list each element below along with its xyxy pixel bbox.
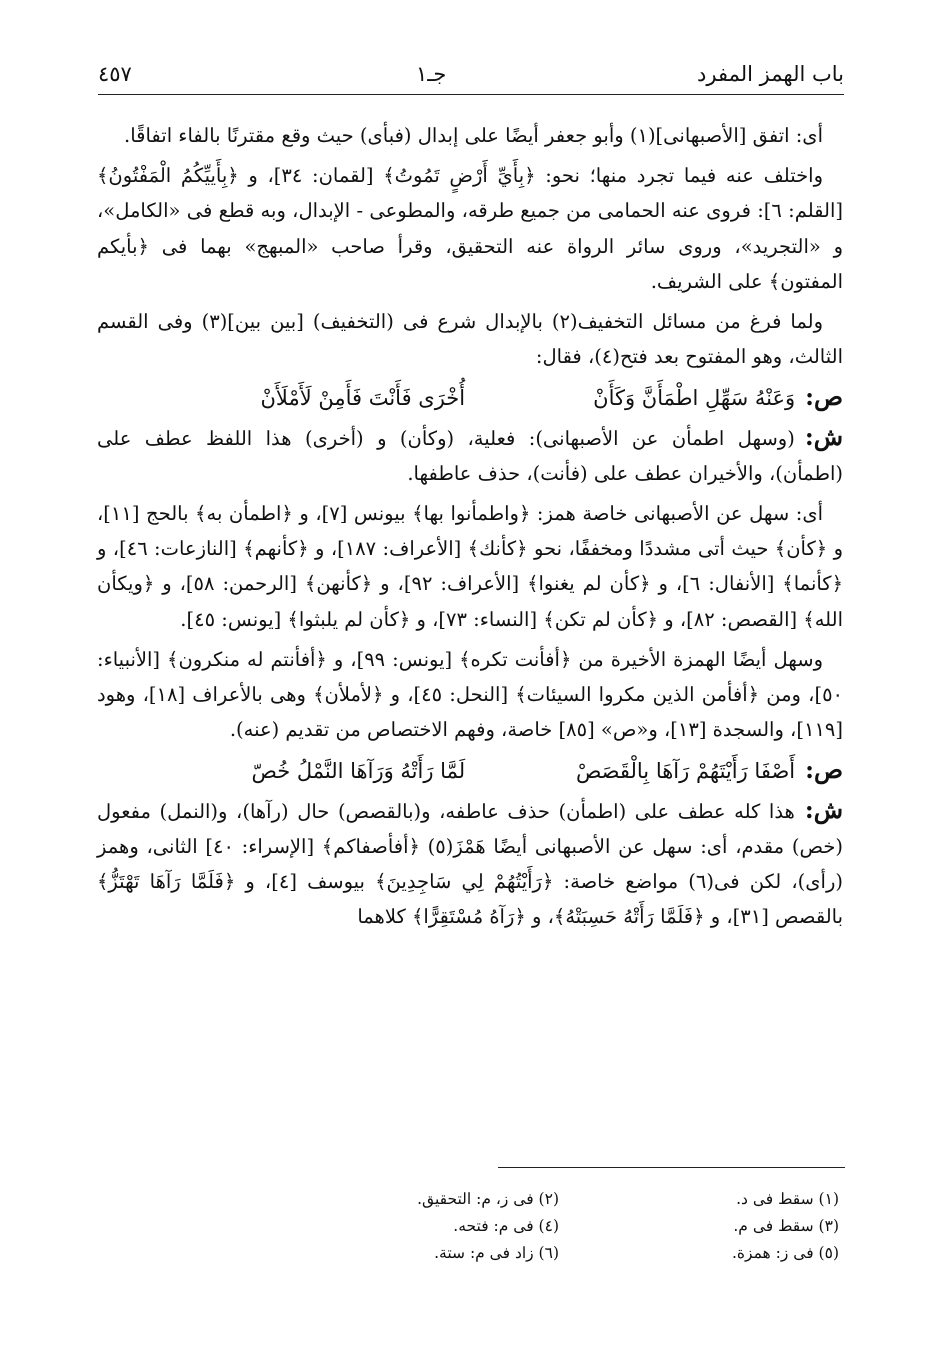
verse-label: ص: [805, 755, 843, 785]
commentary-2 [97, 792, 843, 935]
verse-hemistich-2: أُخْرَى فَأَنْتَ فَأَمِنْ لَأَمْلَأَنْ [260, 386, 466, 411]
main-text [97, 118, 843, 939]
volume-label: جـ١ [416, 62, 447, 86]
paragraph-4: أى: سهل عن الأصبهانى خاصة همز: ﴿واطمأنوا بها﴾ بيونس [٧]، و ﴿اطمأن به﴾ بالحج [١١]، و ﴿كأن﴾ حيث أتى مشددًا ومخففًا، نحو ﴿كأنك﴾ [الأعراف: ١٨٧]، و ﴿كأنهم﴾ [النازعات: ٤٦]، و ﴿كأنما﴾ [الأنفال: ٦]، و ﴿كأن لم يغنوا﴾ [الأعراف: ٩٢]، و ﴿كأنهن﴾ [الرحمن: ٥٨]، و ﴿ويكأن الله﴾ [القصص: ٨٢]، و ﴿كأن لم تكن﴾ [النساء: ٧٣]، و ﴿كأن لم يلبثوا﴾ [يونس: ٤٥]. [97, 502, 844, 631]
paragraph-2: واختلف عنه فيما تجرد منها؛ نحو: ﴿بِأَيِّ أَرْضٍ تَمُوتُ﴾ [لقمان: ٣٤]، و ﴿بِأَييِّكُمُ الْمَفْتُونُ﴾ [القلم: ٦]: فروى عنه الحمامى من جميع طرقه، والمطوعى - الإبدال، وبه قطع فى «الكامل»، و «التجريد»، وروى سائر الرواة عنه التحقيق، وقرأ صاحب «المبهج» بهما فى ﴿بأيكم المفتون﴾ على الشريف. [97, 164, 843, 293]
header-divider [98, 94, 844, 95]
footnote-row [279, 1213, 839, 1240]
footnote-4: (٤) فى م: فتحه. [453, 1217, 559, 1235]
commentary-text: (وسهل اطمأن عن الأصبهانى): فعلية، (وكأن) و (أخرى) هذا اللفظ عطف على (اطمأن)، والأخيران عطف على (فأنت)، حذف عاطفها. [97, 426, 843, 485]
paragraph-3: ولما فرغ من مسائل التخفيف(٢) بالإبدال شرع فى (التخفيف) [بين بين](٣) وفى القسم الثالث، وهو المفتوح بعد فتح(٤)، فقال: [97, 310, 843, 369]
footnote-6: (٦) زاد فى م: ستة. [434, 1244, 559, 1262]
footnote-1: (١) سقط فى د. [736, 1190, 839, 1208]
verse-hemistich-1: أَصْفَا رَأَيْتَهُمْ رَآهَا بِالْقَصَصْ [575, 759, 796, 784]
paragraph-5: وسهل أيضًا الهمزة الأخيرة من ﴿أفأنت تكره﴾ [يونس: ٩٩]، و ﴿أفأنتم له منكرون﴾ [الأنبياء: ٥٠]، ومن ﴿أفأمن الذين مكروا السيئات﴾ [النحل: ٤٥]، و ﴿لأملأن﴾ وهى بالأعراف [١٨]، وهود [١١٩]، والسجدة [١٣]، و«ص» [٨٥] خاصة، وفهم الاختصاص من تقديم (عنه). [97, 647, 844, 742]
footnotes [279, 1186, 839, 1267]
verse-hemistich-2: لَمَّا رَأَتْهُ وَرَآهَا النَّمْلُ خُصّ [251, 759, 466, 784]
commentary-label: ش: [804, 794, 843, 824]
commentary-label: ش: [804, 421, 843, 451]
commentary-text: هذا كله عطف على (اطمأن) حذف عاطفه، و(بالقصص) حال (رآها)، و(النمل) مفعول (خص) مقدم، أى: سهل عن الأصبهانى أيضًا هَمْزَ(٥) ﴿أفأصفاكم﴾ [الإسراء: ٤٠] الثانى، وهمز (رأى)، لكن فى(٦) مواضع خاصة: ﴿رَأَيْتُهُمْ لِي سَاجِدِينَ﴾ بيوسف [٤]، و ﴿فَلَمَّا رَآهَا تَهْتَزُّ﴾ بالقصص [٣١]، و ﴿فَلَمَّا رَأَتْهُ حَسِبَتْهُ﴾، و ﴿رَآهُ مُسْتَقِرًّا﴾ كلاهما [97, 799, 843, 929]
verse-label: ص: [805, 382, 843, 412]
footnote-row [279, 1186, 839, 1213]
running-header [98, 56, 844, 90]
paragraph-1: أى: اتفق [الأصبهانى](١) وأبو جعفر أيضًا على إبدال (فبأى) حيث وقع مقترنًا بالفاء اتفاقًا. [124, 124, 823, 147]
footnote-row [279, 1240, 839, 1267]
commentary-1 [97, 419, 843, 491]
footnote-2: (٢) فى ز، م: التحقيق. [417, 1190, 559, 1208]
footnote-3: (٣) سقط فى م. [733, 1217, 839, 1235]
verse-1 [97, 379, 843, 416]
page-number: ٤٥٧ [98, 62, 132, 86]
footnote-divider [498, 1167, 845, 1168]
footnote-5: (٥) فى ز: همزة. [732, 1244, 839, 1262]
verse-2 [97, 752, 843, 789]
verse-hemistich-1: وَعَنْهُ سَهِّلِ اطْمَأَنَّ وَكَأَنْ [593, 386, 796, 411]
chapter-title: باب الهمز المفرد [697, 62, 844, 86]
